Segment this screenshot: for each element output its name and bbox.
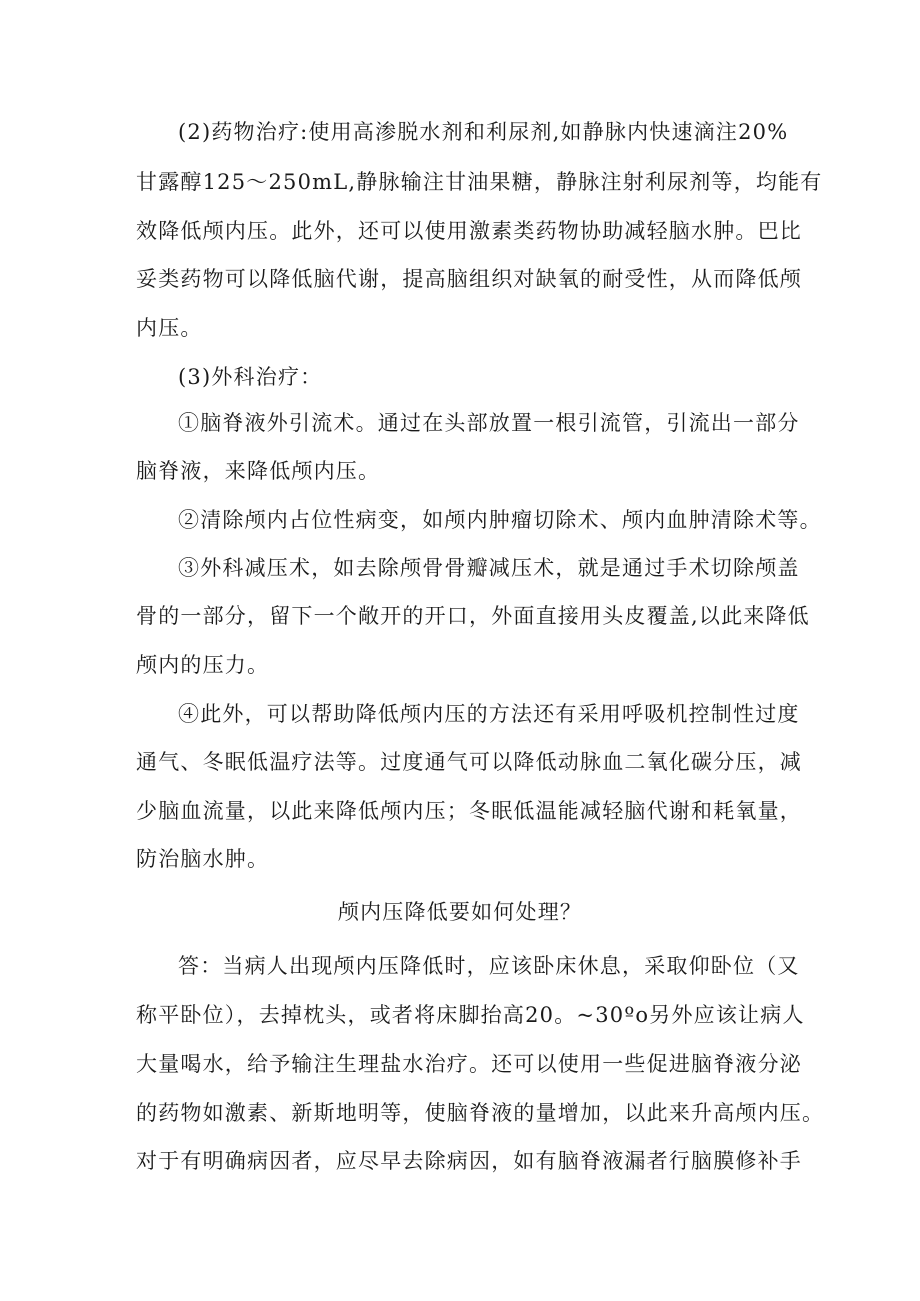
paragraph-line: ①脑脊液外引流术。通过在头部放置一根引流管，引流出一部分 [178,411,800,435]
paragraph-line: 通气、冬眠低温疗法等。过度通气可以降低动脉血二氧化碳分压，减 [136,750,802,774]
paragraph-line: 称平卧位），去掉枕头，或者将床脚抬高20。~30ºo另外应该让病人 [136,1003,805,1027]
paragraph-line: ③外科减压术，如去除颅骨骨瓣减压术，就是通过手术切除颅盖 [178,556,800,580]
paragraph-line: ②清除颅内占位性病变，如颅内肿瘤切除术、颅内血肿清除术等。 [178,508,822,532]
paragraph-line: 效降低颅内压。此外，还可以使用激素类药物协助减轻脑水肿。巴比 [136,219,802,243]
paragraph-line: 防治脑水肿。 [136,847,270,871]
paragraph-line: 甘露醇125～250mL,静脉输注甘油果糖，静脉注射利尿剂等，均能有 [136,170,823,194]
paragraph-line: 内压。 [136,316,203,340]
section-title: 颅内压降低要如何处理？ [337,900,583,924]
section-heading: (3)外科治疗： [178,365,323,389]
paragraph-line: 大量喝水，给予输注生理盐水治疗。还可以使用一些促进脑脊液分泌 [136,1052,802,1076]
paragraph-line: ④此外，可以帮助降低颅内压的方法还有采用呼吸机控制性过度 [178,702,800,726]
paragraph-line: 颅内的压力。 [136,653,270,677]
paragraph-line: 骨的一部分，留下一个敞开的开口，外面直接用头皮覆盖,以此来降低 [136,604,810,628]
paragraph-line: 少脑血流量，以此来降低颅内压；冬眠低温能减轻脑代谢和耗氧量， [136,799,802,823]
paragraph-line: 妥类药物可以降低脑代谢，提高脑组织对缺氧的耐受性，从而降低颅 [136,267,802,291]
paragraph-line: 的药物如激素、新斯地明等，使脑脊液的量增加，以此来升高颅内压。 [136,1101,825,1125]
paragraph-line: (2)药物治疗:使用高渗脱水剂和利尿剂,如静脉内快速滴注20% [178,120,789,144]
paragraph-line: 答：当病人出现颅内压降低时，应该卧床休息，采取仰卧位（又 [178,954,800,978]
paragraph-line: 对于有明确病因者，应尽早去除病因，如有脑脊液漏者行脑膜修补手 [136,1149,802,1173]
paragraph-line: 脑脊液，来降低颅内压。 [136,459,381,483]
